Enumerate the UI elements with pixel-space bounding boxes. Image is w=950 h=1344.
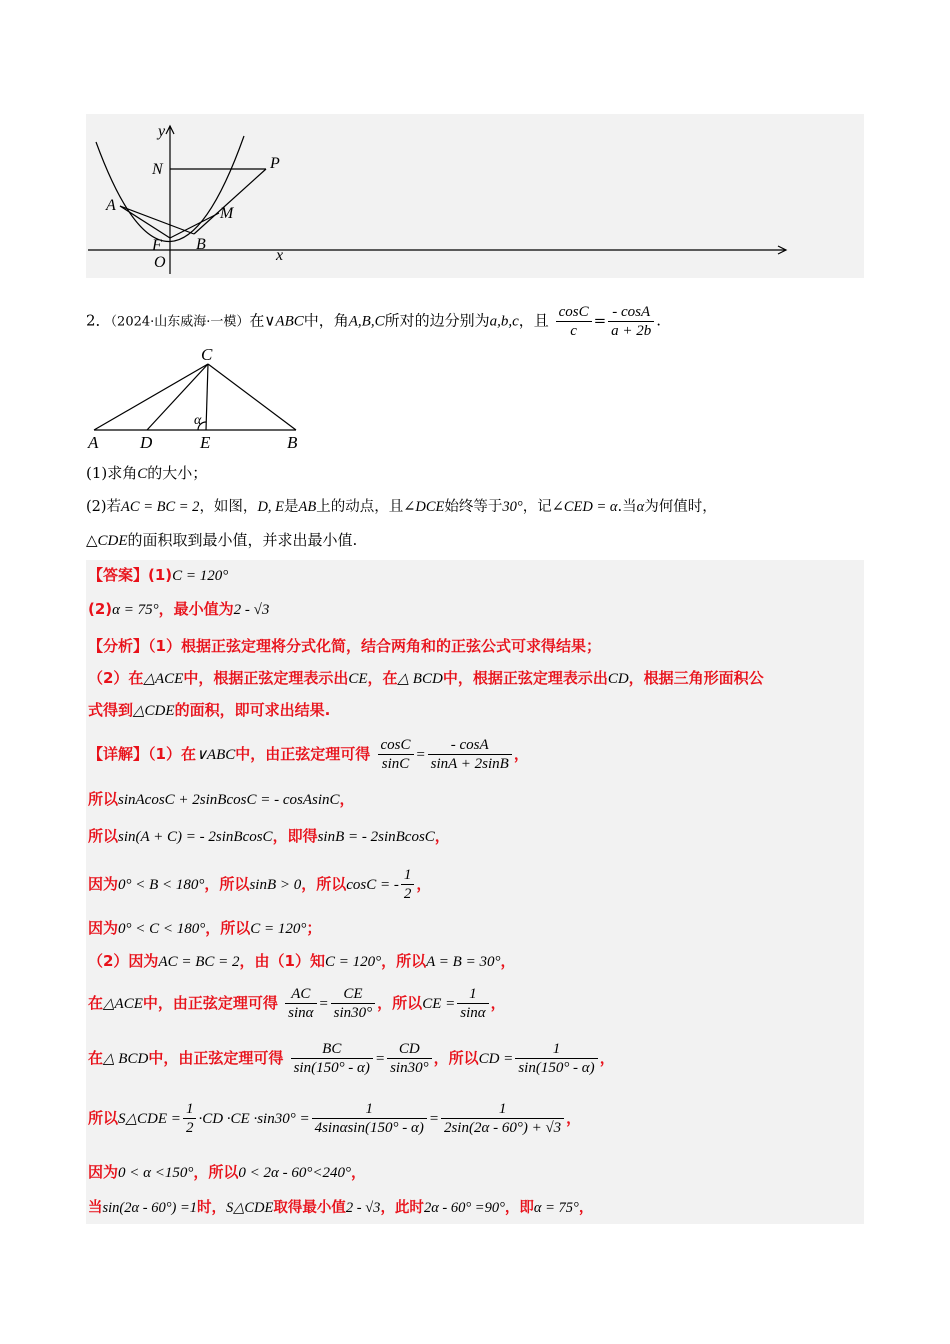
part-2-line1: (2)若AC = BC = 2，如图，D, E是AB上的动点，且∠DCE始终等于30°，记∠CED = α.当α为何值时， [86, 499, 717, 515]
given-fraction-left: $\frac{\cos C}{c}$ [556, 303, 592, 340]
segment-AC [94, 364, 208, 430]
detail-line-11: 当sin(2α - 60°) =1时，S△CDE取得最小值2 - √3，此时2α - 60° =90°，即α = 75°， [88, 1200, 594, 1216]
detail-line-4: 因为0° < B < 180°，所以sinB > 0，所以cosC = - $\frac{1}{2}$ ， [88, 867, 432, 902]
analysis-line-2: （2）在△ACE中，根据正弦定理表示出CE，在△ BCD中，根据正弦定理表示出CD，根据三角形面积公 [88, 669, 764, 687]
detail-line-10: 因为0 < α <150°，所以0 < 2α - 60°<240°， [88, 1163, 367, 1181]
segment-PB [194, 169, 266, 234]
label-x: x [276, 247, 284, 264]
detail-line-7: 在△ACE中，由正弦定理可得 $\frac{AC}{\sin\alpha}$ = $\frac{CE}{\sin 30^\circ}$ ，所以CE = $\frac{1}{\sin\alpha}$ ， [88, 986, 506, 1021]
parabola-figure [86, 114, 864, 278]
label-N: N [152, 161, 163, 178]
analysis-line-3: 式得到△CDE的面积，即可求出结果. [88, 701, 331, 719]
detail-line-2: 所以sinAcosC + 2sinBcosC = - cosAsinC， [88, 790, 355, 808]
segment-CE [206, 364, 208, 430]
label-alpha: α [194, 413, 202, 428]
detail-line-5: 因为0° < C < 180°，所以C = 120°； [88, 919, 322, 937]
detail-line-1: 【详解】（1）在∨ABC中，由正弦定理可得 $\frac{\cos C}{\sin C}$ = $\frac{- \cos A}{\sin A + 2\sin B}$ ， [88, 737, 529, 772]
label-A: A [106, 197, 116, 214]
label-B: B [196, 236, 206, 253]
label-B: B [287, 433, 298, 452]
part-1: (1)求角C的大小； [86, 464, 208, 482]
question-line: 2．（2024·山东威海·一模）在∨ABC中，角A,B,C所对的边分别为a,b,c，且 $\frac{\cos C}{c}$ = $\frac{- \cos A}{a + 2b}$ . [86, 304, 662, 339]
detail-line-8: 在△ BCD中，由正弦定理可得 $\frac{BC}{\sin(150^\circ - \alpha)}$ = $\frac{CD}{\sin 30^\circ}$ ，所以CD = $\frac{1}{\sin(150^\circ - \alpha)}$ ， [88, 1041, 615, 1076]
label-A: A [88, 433, 99, 452]
part-2-line2: △CDE的面积取到最小值，并求出最小值. [86, 531, 358, 549]
segment-CB [208, 364, 296, 430]
label-D: D [140, 433, 153, 452]
answer-line-1: 【答案】(1)C = 120° [88, 566, 229, 584]
detail-line-9: 所以S△CDE = $\frac{1}{2}$ ·CD ·CE ·sin30° = $\frac{1}{4\sin\alpha\sin(150^\circ - \alpha)}$ = $\frac{1}{2\sin(2\alpha - 60^\circ) + √3}$ ， [88, 1101, 582, 1136]
label-M: M [220, 205, 234, 222]
triangle-figure [80, 340, 320, 455]
label-F: F [152, 237, 162, 254]
answer-line-2: (2)α = 75°，最小值为2 - √3 [88, 600, 270, 618]
detail-line-6: （2）因为AC = BC = 2，由（1）知C = 120°，所以A = B = 30°， [88, 952, 516, 970]
label-E: E [200, 433, 211, 452]
given-fraction-right: $\frac{- \cos A}{a + 2b}$ [608, 303, 654, 340]
detail-line-3: 所以sin(A + C) = - 2sinBcosC，即得sinB = - 2sinBcosC， [88, 827, 450, 845]
label-C: C [201, 345, 213, 364]
label-P: P [270, 155, 280, 172]
parabola-diagram [86, 114, 864, 278]
analysis-line-1: 【分析】（1）根据正弦定理将分式化简，结合两角和的正弦公式可求得结果； [88, 637, 601, 655]
label-y: y [158, 123, 166, 140]
label-O: O [154, 254, 166, 271]
